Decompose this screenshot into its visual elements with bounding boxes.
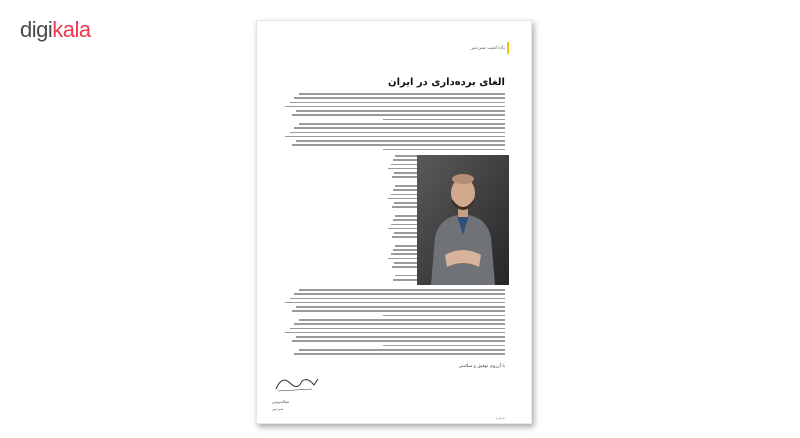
text-line: [290, 328, 505, 330]
text-line: [296, 336, 505, 338]
text-line: [383, 315, 505, 317]
text-line: [294, 127, 505, 129]
section-label: یادداشت سردبیر: [470, 45, 505, 51]
author-portrait: [417, 155, 509, 285]
text-line: [285, 136, 505, 138]
text-line: [383, 149, 505, 151]
body-text-top: [283, 93, 505, 153]
logo-digi-text: digi: [20, 17, 53, 42]
signer-name: مقاله‌نویس: [272, 399, 290, 404]
text-line: [285, 106, 505, 108]
text-line: [292, 310, 505, 312]
text-line: [290, 298, 505, 300]
text-line: [299, 319, 505, 321]
text-line: [299, 289, 505, 291]
text-line: [285, 332, 505, 334]
body-text-bottom: [283, 289, 505, 358]
article-title: الغای برده‌داری در ایران: [388, 77, 505, 88]
text-line: [292, 144, 505, 146]
text-line: [383, 345, 505, 347]
signer-title: سردبیر: [272, 406, 284, 411]
page-footer: شماره: [495, 416, 505, 420]
section-accent-bar: [507, 42, 509, 54]
text-line: [299, 93, 505, 95]
text-line: [296, 140, 505, 142]
text-line: [294, 353, 505, 355]
magazine-page-image: [256, 20, 532, 424]
text-line: [290, 102, 505, 104]
text-line: [290, 132, 505, 134]
text-line: [292, 340, 505, 342]
text-line: [299, 349, 505, 351]
signature-image: [272, 371, 322, 395]
logo-kala-text: kala: [52, 17, 91, 42]
digikala-logo[interactable]: [20, 16, 91, 44]
text-line: [292, 114, 505, 116]
text-line: [383, 119, 505, 121]
text-line: [296, 110, 505, 112]
text-line: [296, 306, 505, 308]
text-line: [294, 323, 505, 325]
text-line: [285, 302, 505, 304]
text-line: [299, 123, 505, 125]
closing-line: با آرزوی توفیق و سلامتی: [458, 364, 505, 369]
text-line: [294, 293, 505, 295]
text-line: [294, 97, 505, 99]
